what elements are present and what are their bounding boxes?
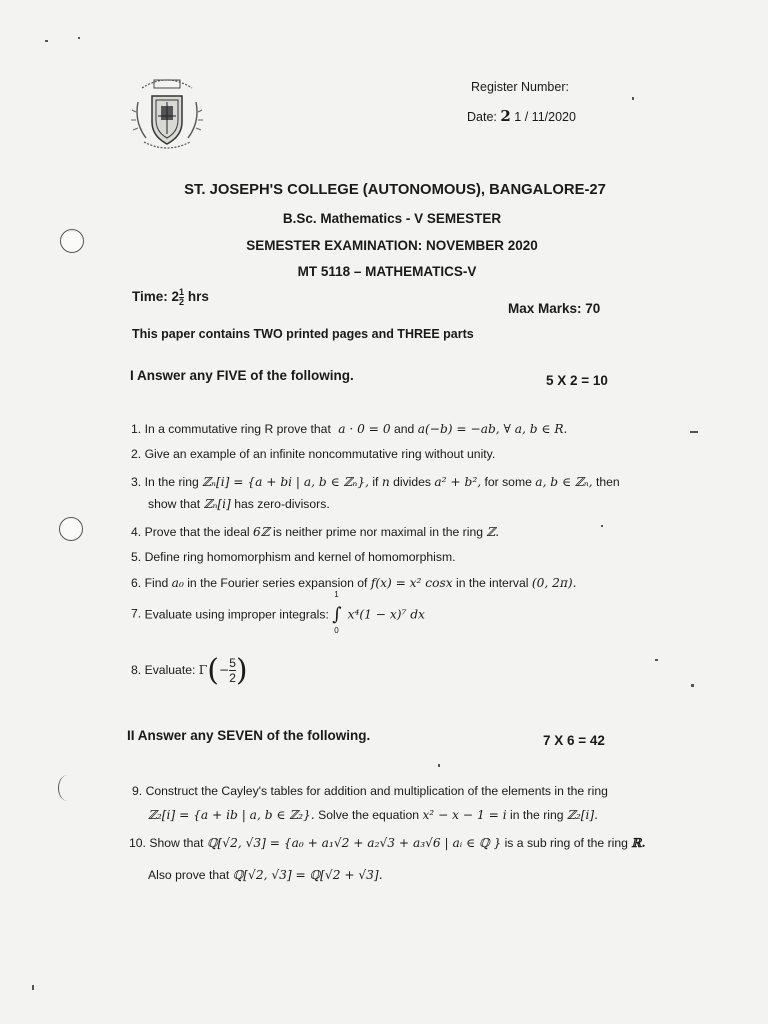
college-name: ST. JOSEPH'S COLLEGE (AUTONOMOUS), BANGALORE-27 bbox=[184, 182, 606, 198]
time-unit: hrs bbox=[187, 289, 209, 305]
question-3-continued: show that ℤₙ[i] has zero-divisors. bbox=[148, 497, 330, 511]
question-4: 4. Prove that the ideal 6ℤ is neither prime nor maximal in the ring ℤ. bbox=[131, 525, 500, 539]
time-whole: 2 bbox=[171, 289, 180, 305]
scan-speck bbox=[601, 525, 603, 527]
date-label: Date: bbox=[467, 110, 497, 124]
scan-speck bbox=[690, 431, 698, 433]
date-day-handwritten: 2 bbox=[500, 107, 511, 125]
college-seal-logo bbox=[128, 72, 206, 154]
exam-title: SEMESTER EXAMINATION: NOVEMBER 2020 bbox=[246, 238, 538, 253]
part1-heading: I Answer any FIVE of the following. bbox=[130, 368, 354, 383]
question-9: 9. Construct the Cayley's tables for addition and multiplication of the elements in the ring bbox=[132, 784, 608, 798]
register-number-label: Register Number: bbox=[471, 80, 569, 94]
date-line bbox=[467, 107, 576, 125]
question-1: 1. In a commutative ring R prove that a · 0 = 0 and a(−b) = −ab, ∀ a, b ∈ R. bbox=[131, 422, 568, 436]
punch-hole-middle bbox=[59, 517, 83, 541]
scan-speck bbox=[32, 985, 34, 990]
scan-speck bbox=[632, 97, 634, 100]
max-marks: Max Marks: 70 bbox=[508, 301, 601, 316]
question-5: 5. Define ring homomorphism and kernel of homomorphism. bbox=[131, 550, 456, 564]
paper-note: This paper contains TWO printed pages and THREE parts bbox=[132, 327, 474, 341]
question-10-continued: Also prove that ℚ[√2, √3] = ℚ[√2 + √3]. bbox=[148, 868, 383, 882]
time-allowed bbox=[132, 288, 209, 307]
scan-speck bbox=[45, 40, 48, 42]
date-value: 1 / 11/2020 bbox=[514, 110, 576, 124]
question-10: 10. Show that ℚ[√2, √3] = {a₀ + a₁√2 + a₂√3 + a₃√6 | aᵢ ∈ ℚ } is a sub ring of the ring ℝ. bbox=[129, 836, 646, 850]
question-7: 7. Evaluate using improper integrals: 1 ∫ 0 x⁴(1 − x)⁷ dx bbox=[131, 590, 425, 635]
scan-speck bbox=[655, 659, 658, 661]
scan-speck bbox=[78, 37, 80, 39]
time-fraction: $\frac{1}{2}$ bbox=[179, 287, 185, 307]
punch-hole-bottom bbox=[58, 775, 77, 801]
question-8: 8. Evaluate: Γ(− $\frac{5}{2}$ ) bbox=[131, 652, 248, 688]
question-9-continued: ℤ₂[i] = {a + ib | a, b ∈ ℤ₂}. Solve the equation x² − x − 1 = i in the ring ℤ₂[i]. bbox=[148, 808, 598, 822]
part1-marks: 5 X 2 = 10 bbox=[546, 373, 608, 388]
integral-symbol: 1 ∫ 0 bbox=[332, 590, 342, 635]
question-2: 2. Give an example of an infinite noncommutative ring without unity. bbox=[131, 447, 496, 461]
scan-speck bbox=[438, 764, 440, 767]
time-label: Time: bbox=[132, 289, 168, 305]
course-title: B.Sc. Mathematics - V SEMESTER bbox=[282, 211, 502, 226]
scan-speck bbox=[691, 684, 694, 687]
gamma-fraction: $\frac{5}{2}$ bbox=[229, 656, 236, 686]
paper-code: MT 5118 – MATHEMATICS-V bbox=[297, 264, 477, 279]
question-6: 6. Find a₀ in the Fourier series expansion of f(x) = x² cosx in the interval (0, 2π). bbox=[131, 576, 577, 590]
part2-marks: 7 X 6 = 42 bbox=[543, 733, 605, 748]
part2-heading: II Answer any SEVEN of the following. bbox=[127, 728, 371, 743]
question-3: 3. In the ring ℤₙ[i] = {a + bi | a, b ∈ ℤₙ}, if n divides a² + b², for some a, b ∈ ℤₙ, then bbox=[131, 475, 620, 489]
